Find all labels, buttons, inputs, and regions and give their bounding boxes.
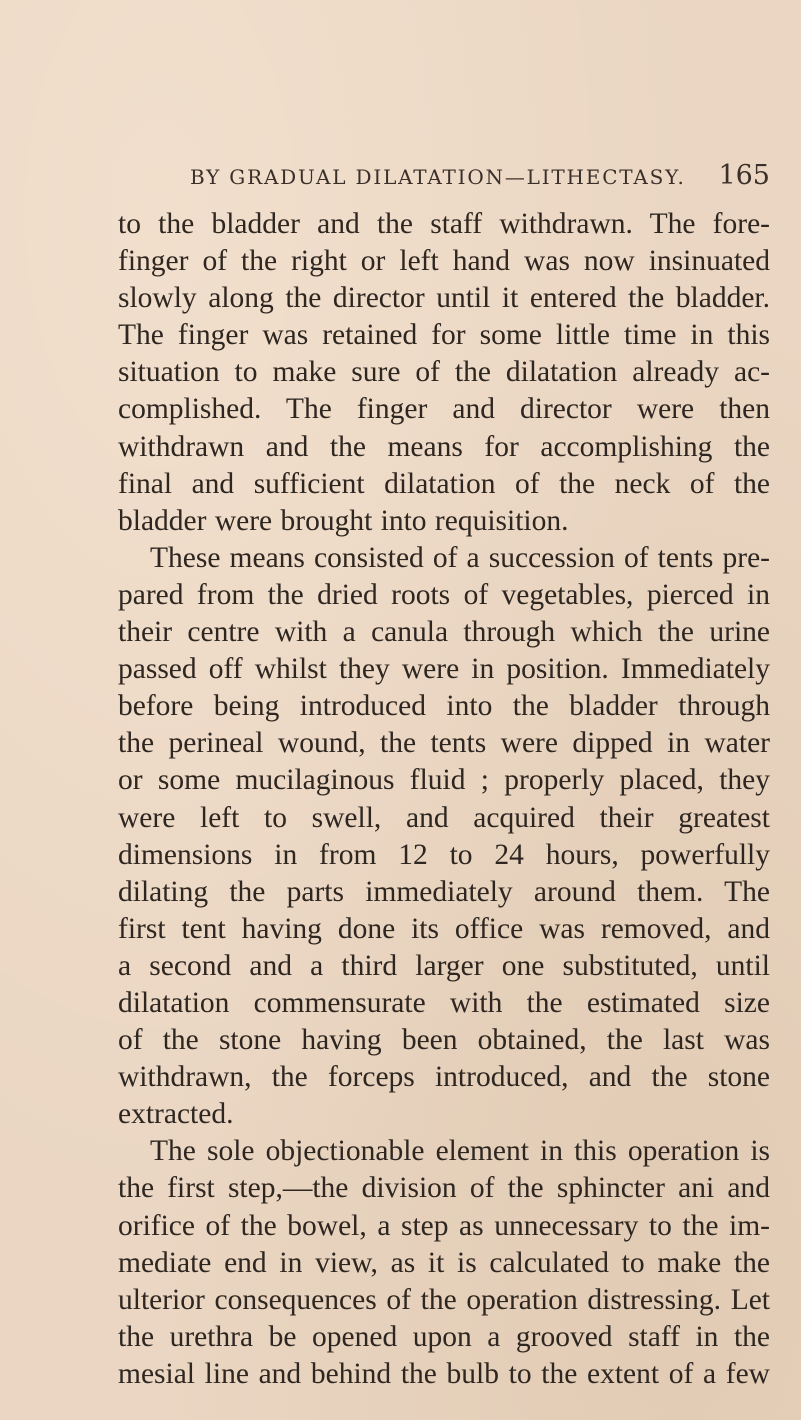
paragraph-2 xyxy=(118,540,770,1134)
text-line: of the stone having been obtained, the last was xyxy=(118,1024,770,1057)
text-line: These means consisted of a succession of tents pre- xyxy=(150,541,770,574)
text-line: the urethra be opened upon a grooved staff in the xyxy=(118,1320,770,1353)
paragraph-1 xyxy=(118,206,770,540)
text-line: The finger was retained for some little time in this xyxy=(118,319,770,352)
text-line: The sole objectionable element in this operation is xyxy=(150,1135,770,1168)
running-title: BY GRADUAL DILATATION—LITHECTASY. xyxy=(190,165,686,189)
text-line: mesial line and behind the bulb to the extent of a few xyxy=(118,1357,770,1390)
text-line: pared from the dried roots of vegetables, pierced in xyxy=(118,578,770,611)
text-line: situation to make sure of the dilatation already ac- xyxy=(118,356,770,389)
text-line: orifice of the bowel, a step as unnecessary to the im- xyxy=(118,1209,770,1242)
text-line: passed off whilst they were in position. Immediately xyxy=(118,653,770,686)
text-line: a second and a third larger one substituted, until xyxy=(118,949,770,982)
text-line: withdrawn and the means for accomplishing the xyxy=(118,430,770,463)
text-line: mediate end in view, as it is calculated to make the xyxy=(118,1246,770,1279)
text-line: to the bladder and the staff withdrawn. The fore- xyxy=(118,208,770,240)
text-line: finger of the right or left hand was now insinuated xyxy=(118,245,770,278)
text-line: before being introduced into the bladder through xyxy=(118,690,770,723)
text-line: the perineal wound, the tents were dipped in water xyxy=(118,727,770,760)
page-number: 165 xyxy=(718,160,770,191)
text-line: or some mucilaginous fluid ; properly placed, they xyxy=(118,764,770,797)
text-line: were left to swell, and acquired their greatest xyxy=(118,801,770,834)
text-line: complished. The finger and director were then xyxy=(118,393,770,426)
text-line: extracted. xyxy=(118,1098,234,1131)
running-head xyxy=(190,160,770,196)
text-line: dilating the parts immediately around them. The xyxy=(118,875,770,908)
text-line: their centre with a canula through which the urine xyxy=(118,616,770,649)
text-line: slowly along the director until it entered the bladder. xyxy=(118,282,770,315)
text-line: first tent having done its office was removed, and xyxy=(118,912,770,945)
text-line: ulterior consequences of the operation distressing. Let xyxy=(118,1283,770,1316)
paragraph-3 xyxy=(118,1133,770,1393)
text-line: dimensions in from 12 to 24 hours, powerfully xyxy=(118,838,770,871)
text-line: dilatation commensurate with the estimated size xyxy=(118,986,770,1019)
body-text xyxy=(118,206,770,1393)
text-line: withdrawn, the forceps introduced, and the stone xyxy=(118,1061,770,1094)
text-line: final and sufficient dilatation of the neck of the xyxy=(118,467,770,500)
text-line: bladder were brought into requisition. xyxy=(118,504,569,537)
text-line: the first step,—the division of the sphincter ani and xyxy=(118,1172,770,1205)
